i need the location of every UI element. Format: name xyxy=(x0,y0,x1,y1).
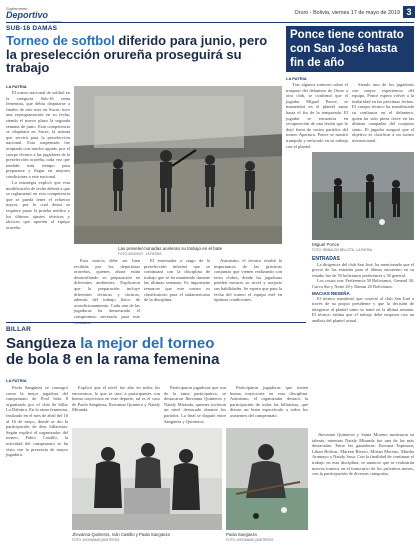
page-number: 3 xyxy=(403,6,415,18)
billar-headline-part-2: de bola 8 en la rama femenina xyxy=(6,350,220,368)
softbol-headline-highlight: Torneo de softbol xyxy=(6,33,115,48)
sidebar-title: ENTRADAS xyxy=(312,256,340,262)
dateline: Oruro - Bolivia, viernes 17 de mayo de 2019 xyxy=(294,10,400,16)
billar-photo-group-caption: Jhovanna Quinteros, Iván Castillo y Paola Sangüeza xyxy=(72,532,170,537)
billar-paragraph-2: Explicó que el nivel fue alto en todos los encuentros, lo que se tuvo a participantes con buena trayectoria en este deporte, tal es el caso de Paola Sangüeza, Jhovanna Quintero y Nataly Miranda. xyxy=(72,385,160,413)
softbol-photo-credit: FOTO: ARCHIVO - LA PATRIA xyxy=(118,252,162,256)
ponce-photo-caption: Miguel Ponce xyxy=(312,242,340,247)
billar-photo-group xyxy=(72,428,222,530)
ponce-sidebar xyxy=(312,250,414,428)
ponce-headline: Ponce tiene contrato con San José hasta fin de año xyxy=(290,29,404,69)
sidebar-paragraph-1: La dirigencia del club San José, ha mencionado que el precio de las entradas para el último encuentro en su estadio fue de 50 bolivianos preferencia y 30 general. xyxy=(312,262,414,278)
sidebar-subheading: MACIAS RESEÑA xyxy=(312,291,350,297)
billar-paragraph-5: Jhovanna Quinteros y Santa Moreno mostraron su talento, mientras Nataly Miranda fue una de las más destacadas. Entre las ganadoras: Jhovana Espinoza, Lilian Bolivar, Mareen Rivero, Mirian Moreno, Martha Aramayo y Nataly Sosa. Con la finalidad de continuar el trabajo en esta disciplina, se anunció que se realizarán nuevos torneos en el transcurso de los próximos meses, con la participación de diversas categorías. xyxy=(312,432,414,477)
billar-column-4 xyxy=(230,385,308,425)
softbol-credit: LA PATRIA xyxy=(6,84,27,89)
header-divider xyxy=(6,22,414,23)
sidebar-paragraph-3: El técnico manifestó que conoció al club San José a través de su propio presidente y que la decisión de integrarse al plantel santo se tomó en la última semana. El técnico estima que el trabajo debe empezar con un análisis del plantel actual. xyxy=(312,296,414,323)
masthead-logo xyxy=(6,6,62,20)
sidebar-paragraph-2: Los costos son: Preferencia 50 Bolivianos, General 30, Curva Sur y Norte 20 y Damas 20 Bolivianos. xyxy=(312,278,414,289)
billar-column-5 xyxy=(312,432,414,542)
softbol-section-tag: SUB-16 DAMAS xyxy=(6,25,58,32)
logo-title: Deportivo xyxy=(6,10,49,20)
billar-section-tag: BILLAR xyxy=(6,326,32,333)
billar-headline xyxy=(6,336,312,368)
billar-divider xyxy=(6,322,306,323)
softbol-photo xyxy=(74,86,282,244)
ponce-paragraph-1: Tras algunos rumores sobre el traspaso del delantero de Oruro a otro club, se confirmó que el jugador Miguel Ponce, se mantendrá en el plantel santo hasta el fin de la temporada. El jugador se encuentra en recuperación de una lesión que lo dejó fuera de varios partidos del torneo Apertura. Ponce se mostró tranquilo y enfocado en su trabajo con el plantel. xyxy=(286,82,348,149)
logo-supplement-label: Suplemento xyxy=(6,6,28,11)
billar-headline-part-1: Sangüeza xyxy=(6,335,81,352)
billar-paragraph-3: Participaron jugadoras que son de la rama participativa, se destacaron Jhovanna Quinteros y Nataly Miranda, quienes tuvieron un nivel destacado durante los partidos. La final se disputó entre Sangüeza y Quinteros. xyxy=(164,385,226,424)
ponce-credit: LA PATRIA xyxy=(286,76,307,81)
softbol-paragraph-1: El torneo nacional de softbol en la categoría Sub-16 rama femenina, que debía disputarse a finales de este mes en Sucre, tuvo una reprogramación en su fecha, siendo el nuevo plazo la segunda semana de junio. Esta competencia se disputará en Sucre, la misma que servirá para la preselección nacional. Esta suspensión fue aceptada con mucho agrado por el cuerpo técnico a las jugadoras de la preselección orureña, toda vez que tendrán más tiempo para prepararse y llegar en mejores condiciones a este nacional. xyxy=(6,90,70,179)
softbol-headline xyxy=(6,34,278,75)
billar-photo-player-credit: FOTO: JHOVANNA QUINTEROS xyxy=(226,538,274,542)
softbol-headline-rest: diferido para junio, pero la preselección orureña proseguirá su trabajo xyxy=(6,33,268,76)
billar-photo-group-credit: FOTO: JHOVANNA QUINTEROS xyxy=(72,538,120,542)
billar-photo-player-caption: Paola Sangüeza xyxy=(226,532,257,537)
softbol-column-1 xyxy=(6,90,70,316)
billar-column-3 xyxy=(164,385,226,425)
softbol-paragraph-5: Asimismo, el técnico resaltó la importancia de las prácticas conjuntas que vienen realizando con otros clubes, donde las jugadoras pueden mostrar su nivel y mejorar sus habilidades. Se espera que para la fecha del torneo el equipo esté en óptimas condiciones. xyxy=(214,258,282,303)
billar-paragraph-1: Paola Sangüeza se consagró como la mejor jugadora del campeonato de Pool bola 8 organizado por el club de billar La Dalmira. En la rama femenina, realizado en el mes de abril del 10 al 16 de mayo, donde se dio la participación de diez billaristas. Según explicó el organizador del torneo, Fabio Castillo, la actividad del campeonato se ha visto con la presencia de mayor jugadora. xyxy=(6,385,68,458)
billar-column-2 xyxy=(72,385,160,425)
softbol-paragraph-4: El entrenador a cargo de la preselección informó que se continuará con la disciplina de trabajo que se ha mantenido durante las últimas semanas. Es importante remarcar que este torneo es clasificatorio para el sudamericano de la disciplina. xyxy=(144,258,210,303)
ponce-photo xyxy=(312,152,414,240)
softbol-paragraph-3: Esta noticia debe ser bien recibida por los deportistas orureños, quienes ahora están desarrollando su preparación en diferentes ambientes. Explicaron que la preparación incluye diferentes técnicas y tácticas, además del trabajo físico de acondicionamiento. Cada una de las jugadoras ha demostrado el compromiso necesario para este xyxy=(74,258,140,319)
ponce-paragraph-2: Siendo uno de los jugadores con mayor experiencia del equipo, Ponce espera volver a la titularidad en las próximas fechas. El cuerpo técnico ha manifestado su confianza en el delantero, quien ha sido pieza clave en las últimas campañas del conjunto santo. El jugador aseguró que el objetivo es clasificar a un torneo internacional. xyxy=(352,82,414,143)
softbol-column-2 xyxy=(74,258,140,318)
billar-paragraph-4: Participaron jugadoras que tienen buena trayectoria en esta disciplina. Asimismo, el organizador destacó la participación de todas las billaristas, que dieron un buen espectáculo a todos los asistentes del campeonato. xyxy=(230,385,308,418)
ponce-headline-box xyxy=(286,26,414,72)
billar-credit: LA PATRIA xyxy=(6,378,27,383)
billar-headline-highlight: la mejor del torneo xyxy=(80,335,215,352)
softbol-column-3 xyxy=(144,258,210,318)
softbol-column-4 xyxy=(214,258,282,318)
softbol-paragraph-2: La estrategia explicó que esta modificación de fecha deberá a que se reglamentó en esta competencia que se pueda tener el refuerzo mayor, por lo cual desea se requiere pasar la prueba médica y los últimos ajustes técnicos y tácticos que aporten al equipo orureño. xyxy=(6,180,70,230)
billar-photo-player xyxy=(226,428,308,530)
ponce-photo-credit: FOTO: REINALDO BELLOTA - LA PATRIA xyxy=(312,248,373,252)
softbol-photo-caption: Las preseleccionadas aceleran su trabajo en el bate xyxy=(118,246,223,251)
billar-column-1 xyxy=(6,385,68,540)
